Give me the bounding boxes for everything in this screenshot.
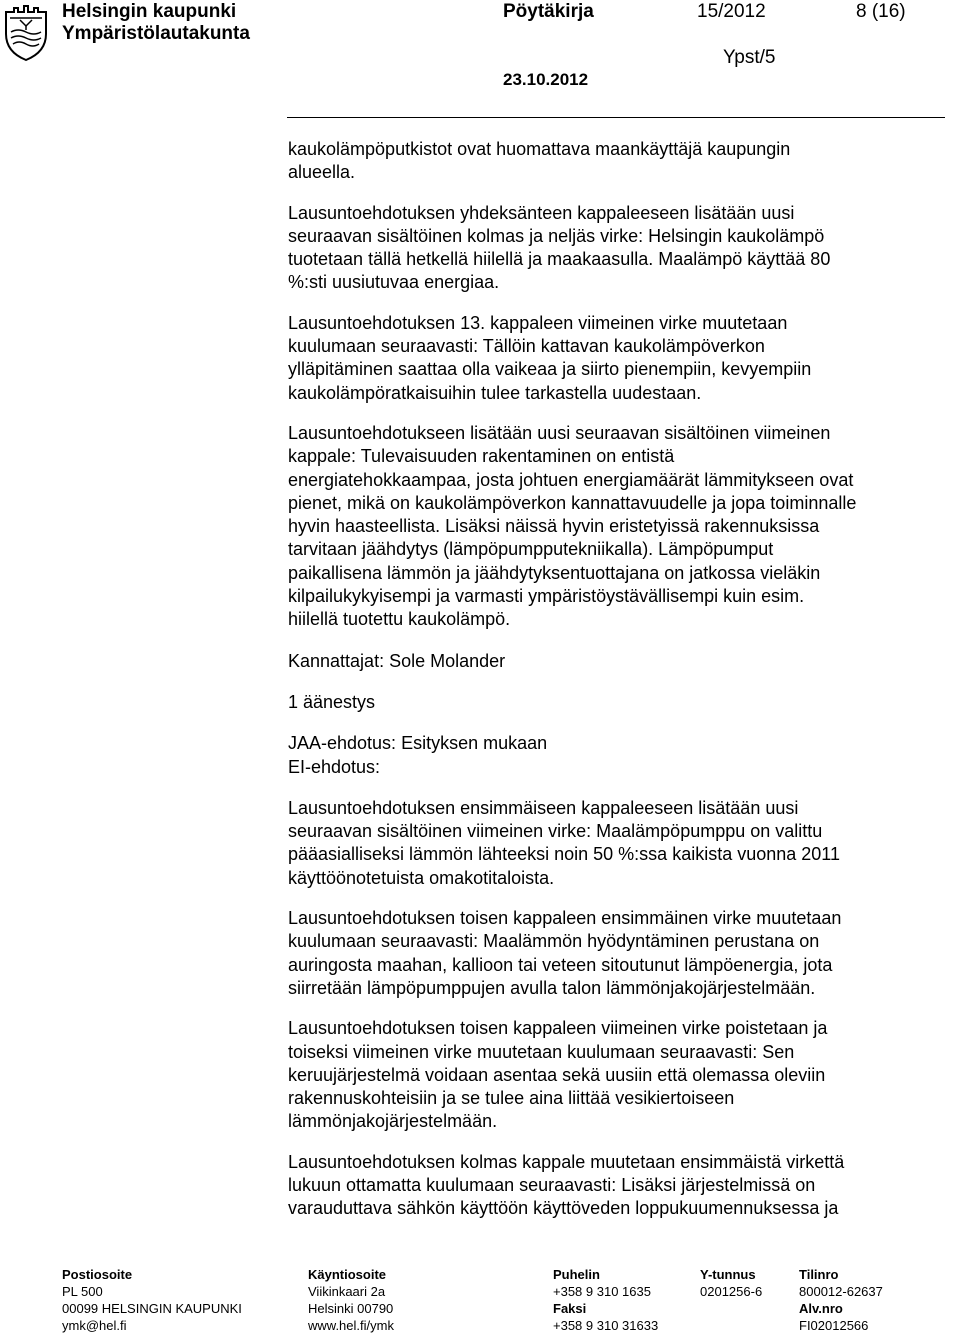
footer-label: Käyntiosoite bbox=[308, 1267, 387, 1282]
footer-value: 800012-62637 bbox=[799, 1284, 883, 1299]
paragraph: Lausuntoehdotuksen toisen kappaleen viimeinen virke poistetaan ja toiseksi viimeinen virke muutetaan kuulumaan seuraavasti: Sen keruujärjestelmä voidaan asentaa sekä uusiin että olemassa oleviin rakennuskohteisiin ja se tulee aina liittää vesikiertoiseen lämmönjakojärjestelmään. bbox=[288, 1018, 828, 1132]
paragraph: Lausuntoehdotuksen kolmas kappale muutetaan ensimmäistä virkettä lukuun ottamatta kuulumaan seuraavasti: Lisäksi järjestelmissä on varauduttava sähkön käyttöön käyttöveden loppukuumennuksessa ja bbox=[288, 1151, 845, 1219]
header-divider bbox=[287, 117, 945, 118]
footer-value: 0201256-6 bbox=[700, 1284, 763, 1299]
footer-postal-address bbox=[62, 1266, 242, 1334]
document-number: 15/2012 bbox=[697, 1, 766, 22]
document-date: 23.10.2012 bbox=[503, 70, 589, 89]
organization-name: Helsingin kaupunki bbox=[62, 1, 237, 22]
page-header bbox=[0, 0, 960, 120]
footer-value: Helsinki 00790 bbox=[308, 1301, 394, 1316]
paragraph: Kannattajat: Sole Molander bbox=[288, 650, 506, 671]
paragraph: kaukolämpöputkistot ovat huomattava maankäyttäjä kaupungin alueella. bbox=[288, 139, 791, 183]
footer-label: Y-tunnus bbox=[700, 1267, 756, 1282]
footer-business-id bbox=[700, 1266, 762, 1300]
footer-value: +358 9 310 1635 bbox=[553, 1284, 651, 1299]
paragraph: 1 äänestys bbox=[288, 691, 376, 712]
paragraph: Lausuntoehdotuksen yhdeksänteen kappaleeseen lisätään uusi seuraavan sisältöinen kolmas ja neljäs virke: Helsingin kaukolämpö tuotetaan tällä hetkellä hiilellä ja maakaasulla. Maalämpö käyttää 80 %:sti uusiutuvaa energiaa. bbox=[288, 202, 831, 293]
footer-label: Puhelin bbox=[553, 1267, 600, 1282]
paragraph: Lausuntoehdotukseen lisätään uusi seuraavan sisältöinen viimeinen kappale: Tulevaisuuden rakentaminen on entistä energiatehokkaampaa, josta johtuen energiamäärät lämmitykseen ovat pienet, mikä on kaukolämpöverkon kannattavuudelle ja jopa toiminnalle hyvin haasteellista. Lisäksi näissä hyvin eristetyissä rakennuksissa tarvitaan jäähdytys (lämpöpumpputekniikalla). Lämpöpumput paikallisena lämmön ja jäähdytyksentuottajana on jatkossa vieläkin kilpailukykyisempi ja varmasti ympäristöystävällisempi kuin esim. hiilellä tuotettu kaukolämpö. bbox=[288, 422, 857, 630]
footer-value: 00099 HELSINGIN KAUPUNKI bbox=[62, 1301, 242, 1316]
paragraph: Lausuntoehdotuksen toisen kappaleen ensimmäinen virke muutetaan kuulumaan seuraavasti: Maalämmön hyödyntäminen perustana on auringosta maahan, kallioon tai veteen sitoutunut lämpöenergia, jota siirretään lämpöpumppujen avulla talon lämmönjakojärjestelmään. bbox=[288, 908, 842, 998]
page-footer bbox=[0, 1266, 960, 1332]
document-type: Pöytäkirja bbox=[503, 1, 594, 22]
section-code: Ypst/5 bbox=[723, 47, 776, 68]
footer-phone bbox=[553, 1266, 658, 1334]
footer-label: Postiosoite bbox=[62, 1267, 133, 1282]
footer-visiting-address bbox=[308, 1266, 394, 1334]
paragraph: Lausuntoehdotuksen ensimmäiseen kappaleeseen lisätään uusi seuraavan sisältöinen viimeinen virke: Maalämpöpumppu on valittu pääasialliseksi lämmön lähteeksi noin 50 %:ssa kaikista vuonna 2011 käyttöönotetuista omakotitaloista. bbox=[288, 797, 840, 888]
unit-name: Ympäristölautakunta bbox=[62, 23, 250, 44]
footer-label: Faksi bbox=[553, 1301, 587, 1316]
helsinki-coat-of-arms-icon bbox=[2, 4, 50, 62]
footer-value: +358 9 310 31633 bbox=[553, 1318, 659, 1333]
footer-label: Tilinro bbox=[799, 1267, 839, 1282]
footer-value: Viikinkaari 2a bbox=[308, 1284, 386, 1299]
footer-email-link[interactable]: ymk@hel.fi bbox=[62, 1318, 127, 1333]
footer-website-link[interactable]: www.hel.fi/ymk bbox=[308, 1318, 394, 1333]
paragraph: Lausuntoehdotuksen 13. kappaleen viimeinen virke muutetaan kuulumaan seuraavasti: Tällöin kattavan kaukolämpöverkon ylläpitäminen saattaa olla vaikeaa ja siirto pienempiin, kevyempiin kaukolämpöratkaisuihin tulee tarkastella uudestaan. bbox=[288, 312, 812, 403]
document-body bbox=[288, 138, 938, 1238]
footer-label: Alv.nro bbox=[799, 1301, 843, 1316]
paragraph: JAA-ehdotus: Esityksen mukaan EI-ehdotus: bbox=[288, 733, 548, 777]
footer-value: PL 500 bbox=[62, 1284, 103, 1299]
footer-account bbox=[799, 1266, 883, 1334]
page-number: 8 (16) bbox=[856, 1, 906, 22]
footer-value: FI02012566 bbox=[799, 1318, 869, 1333]
